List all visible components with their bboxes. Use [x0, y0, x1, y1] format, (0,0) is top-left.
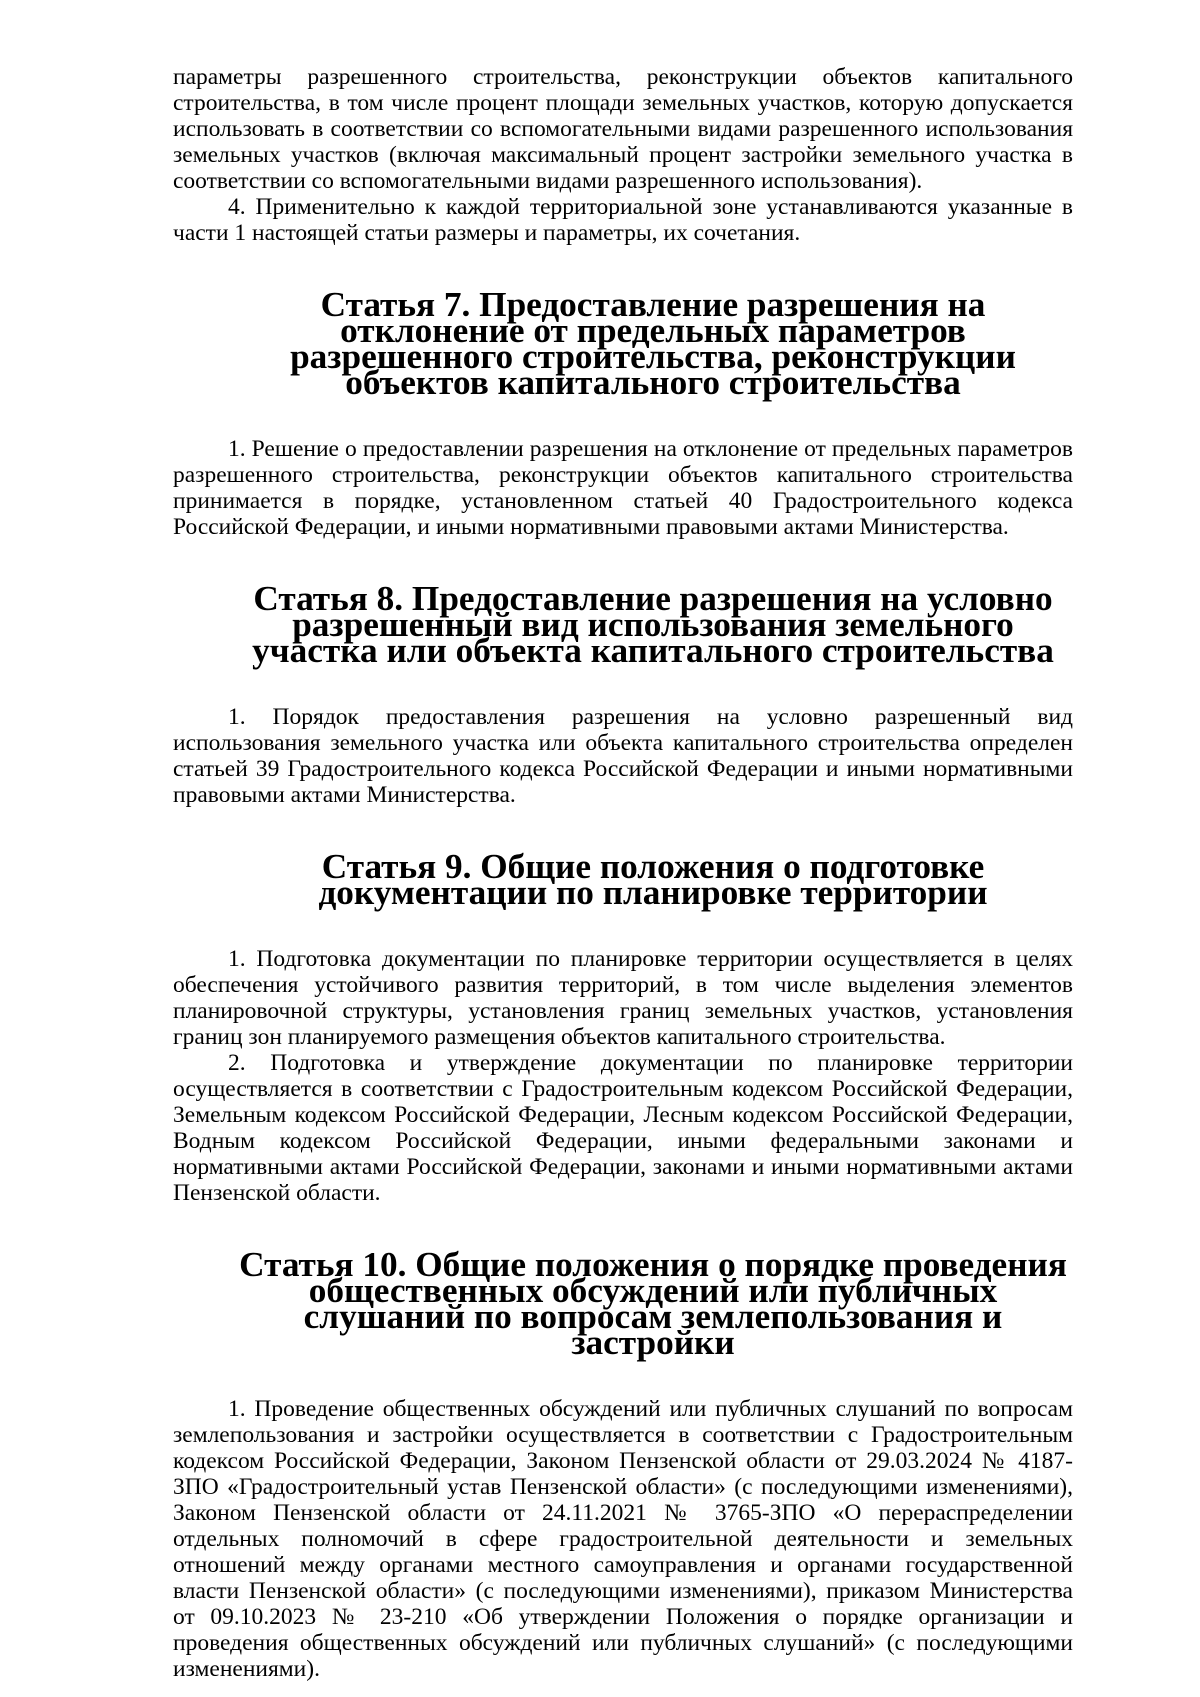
article-9-heading: Статья 9. Общие положения о подготовке документации по планировке территории [318, 847, 988, 912]
article-8-heading: Статья 8. Предоставление разрешения на условно разрешенный вид использования земельного участка или объекта капитального строительства [252, 579, 1054, 670]
article-10-heading: Статья 10. Общие положения о порядке проведения общественных обсуждений или публичных слушаний по вопросам землепользования и застройки [239, 1245, 1067, 1362]
article-9-paragraph-1: 1. Подготовка документации по планировке территории осуществляется в целях обеспечения устойчивого развития территорий, в том числе выделения элементов планировочной структуры, установления границ земельных участков, установления границ зон планируемого размещения объектов капитального строительства. [173, 946, 1073, 1050]
article-8-paragraph-1: 1. Порядок предоставления разрешения на условно разрешенный вид использования земельного участка или объекта капитального строительства определен статьей 39 Градостроительного кодекса Российской Федерации и иными нормативными правовыми актами Министерства. [173, 704, 1073, 808]
intro-paragraph-4: 4. Применительно к каждой территориальной зоне устанавливаются указанные в части 1 настоящей статьи размеры и параметры, их сочетания. [173, 194, 1073, 246]
article-7-heading: Статья 7. Предоставление разрешения на отклонение от предельных параметров разрешенного строительства, реконструкции объектов капитального строительства [290, 285, 1016, 402]
article-9-paragraph-2: 2. Подготовка и утверждение документации по планировке территории осуществляется в соответствии с Градостроительным кодексом Российской Федерации, Земельным кодексом Российской Федерации, Лесным кодексом Российской Федерации, Водным кодексом Российской Федерации, иными федеральными законами и нормативными актами Российской Федерации, законами и иными нормативными актами Пензенской области. [173, 1050, 1073, 1206]
article-10-paragraph-1: 1. Проведение общественных обсуждений или публичных слушаний по вопросам землепользования и застройки осуществляется в соответствии с Градостроительным кодексом Российской Федерации, Законом Пензенской области от 29.03.2024 № 4187-ЗПО «Градостроительный устав Пензенской области» (с последующими изменениями), Законом Пензенской области от 24.11.2021 № 3765-ЗПО «О перераспределении отдельных полномочий в сфере градостроительной деятельности и земельных отношений между органами местного самоуправления и органами государственной власти Пензенской области» (с последующими изменениями), приказом Министерства от 09.10.2023 № 23-210 «Об утверждении Положения о порядке организации и проведения общественных обсуждений или публичных слушаний» (с последующими изменениями). [173, 1396, 1073, 1682]
document-page [173, 64, 1073, 1682]
intro-continued-paragraph: параметры разрешенного строительства, реконструкции объектов капитального строительства, в том числе процент площади земельных участков, которую допускается использовать в соответствии со вспомогательными видами разрешенного использования земельных участков (включая максимальный процент застройки земельного участка в соответствии со вспомогательными видами разрешенного использования). [173, 64, 1073, 194]
article-7-paragraph-1: 1. Решение о предоставлении разрешения на отклонение от предельных параметров разрешенного строительства, реконструкции объектов капитального строительства принимается в порядке, установленном статьей 40 Градостроительного кодекса Российской Федерации, и иными нормативными правовыми актами Министерства. [173, 436, 1073, 540]
